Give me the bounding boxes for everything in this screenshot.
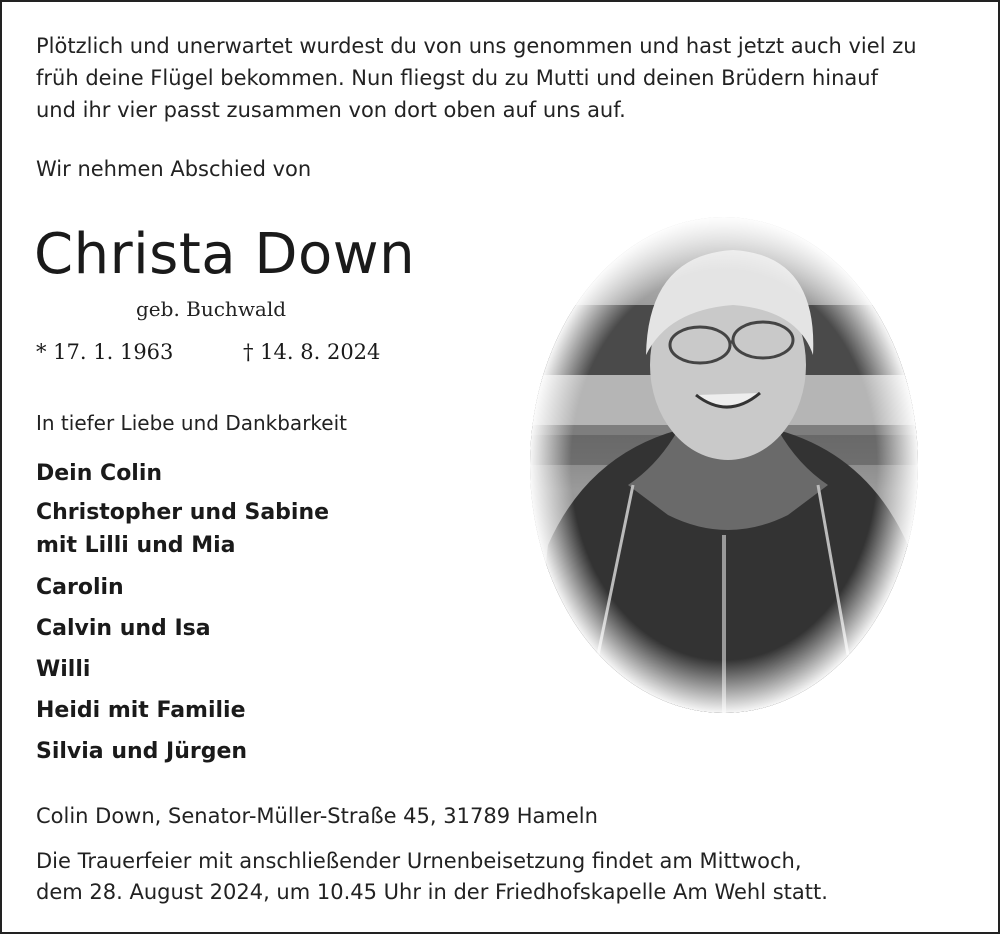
- family-group: [36, 496, 329, 571]
- family-list: [36, 457, 329, 776]
- ceremony-line: dem 28. August 2024, um 10.45 Uhr in der Friedhofskapelle Am Wehl statt.: [36, 880, 828, 904]
- family-member: Silvia und Jürgen: [36, 739, 248, 764]
- gratitude-line: In tiefer Liebe und Dankbarkeit: [36, 411, 347, 435]
- portrait-photo: [528, 215, 920, 715]
- death-date: † 14. 8. 2024: [243, 340, 381, 364]
- family-group: [36, 571, 329, 612]
- family-group: [36, 612, 329, 653]
- family-member: Calvin und Isa: [36, 616, 211, 641]
- intro-line: und ihr vier passt zusammen von dort oben auf uns auf.: [36, 98, 626, 122]
- deceased-name: Christa Down: [34, 222, 416, 287]
- family-member: mit Lilli und Mia: [36, 533, 236, 558]
- maiden-name: geb. Buchwald: [136, 297, 287, 321]
- intro-text: [36, 30, 976, 126]
- family-member: Dein Colin: [36, 461, 163, 486]
- family-group: [36, 653, 329, 694]
- family-member: Carolin: [36, 575, 124, 600]
- family-group: [36, 694, 329, 735]
- family-group: [36, 457, 329, 496]
- intro-line: früh deine Flügel bekommen. Nun fliegst du zu Mutti und deinen Brüdern hinauf: [36, 66, 878, 90]
- ceremony-line: Die Trauerfeier mit anschließender Urnenbeisetzung findet am Mittwoch,: [36, 849, 802, 873]
- family-member: Christopher und Sabine: [36, 500, 330, 525]
- family-group: [36, 735, 329, 776]
- family-member: Willi: [36, 657, 91, 682]
- family-member: Heidi mit Familie: [36, 698, 246, 723]
- intro-line: Plötzlich und unerwartet wurdest du von uns genommen und hast jetzt auch viel zu: [36, 34, 917, 58]
- birth-date: * 17. 1. 1963: [36, 340, 174, 364]
- ceremony-text: [36, 846, 976, 908]
- farewell-line: Wir nehmen Abschied von: [36, 157, 312, 181]
- contact-address: Colin Down, Senator-Müller-Straße 45, 31789 Hameln: [36, 804, 598, 828]
